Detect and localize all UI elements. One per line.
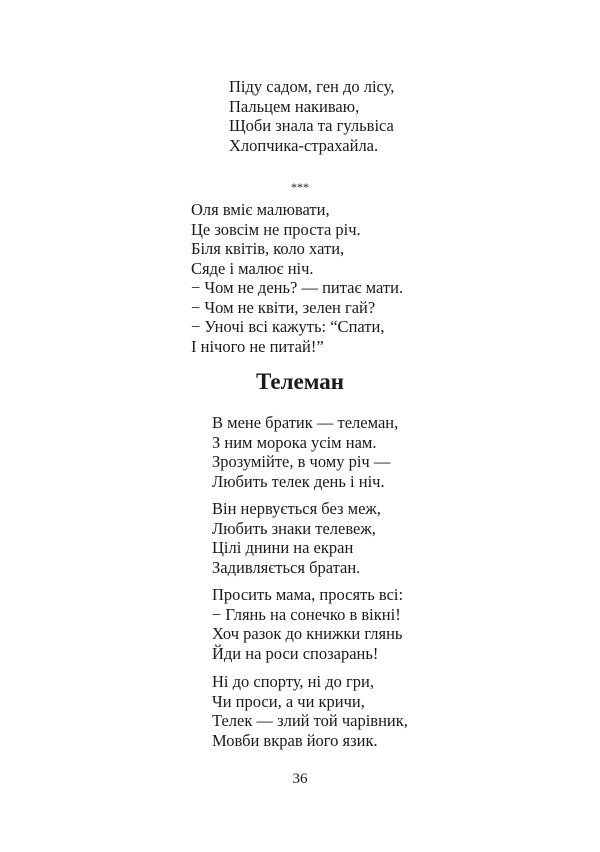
poem-line: Телек — злий той чарівник, — [212, 711, 408, 730]
page-number: 36 — [292, 771, 308, 787]
poem-line: Він нервується без меж, — [212, 499, 381, 518]
poem-line: Піду садом, ген до лісу, — [229, 77, 395, 96]
poem-line: Хоч разок до книжки глянь — [212, 624, 403, 643]
poem3-stanza-2 — [212, 499, 381, 577]
poem-title: Телеман — [255, 369, 345, 394]
poem-line: − Уночі всі кажуть: “Спати, — [191, 317, 385, 336]
poem-line: Йди на роси спозарань! — [212, 643, 379, 663]
poem-line: − Глянь на сонечко в вікні! — [212, 604, 401, 624]
poem3-stanza-4 — [212, 672, 408, 750]
poem1-stanza — [229, 77, 394, 155]
poem-line: Пальцем накиваю, — [229, 96, 360, 116]
poem-line: Чи проси, а чи кричи, — [212, 691, 365, 711]
poem-line: Зрозумійте, в чому річ — — [212, 452, 391, 471]
poem-separator: *** — [291, 180, 309, 194]
poem-line: З ним морока усім нам. — [212, 432, 377, 452]
poem-line: − Чом не квіти, зелен гай? — [191, 297, 376, 317]
poem-line: Щоби знала та гульвіса — [229, 116, 394, 135]
poem-line: Сяде і малює ніч. — [191, 258, 314, 278]
poem-line: В мене братик — телеман, — [212, 413, 399, 432]
poem3-stanza-3 — [212, 585, 403, 663]
poem-line: Ні до спорту, ні до гри, — [212, 672, 374, 691]
poem-line: Любить знаки телевеж, — [212, 518, 376, 538]
poem-line: Мовби вкрав його язик. — [212, 730, 378, 750]
poem-line: Любить телек день і ніч. — [212, 471, 385, 491]
poem-line: Це зовсім не проста річ. — [191, 219, 361, 239]
poem3-stanza-1 — [212, 413, 398, 491]
poem-line: І нічого не питай!” — [191, 336, 324, 356]
poem-line: Задивляється братан. — [212, 557, 361, 577]
poem-line: Просить мама, просять всі: — [212, 585, 404, 604]
poem-line: Цілі днини на екран — [212, 538, 354, 557]
poem-line: Хлопчика-страхайла. — [229, 135, 379, 155]
poem2-stanza — [191, 200, 403, 356]
poem-line: Біля квітів, коло хати, — [191, 239, 345, 258]
poem-line: Оля вміє малювати, — [191, 200, 330, 219]
poem-line: − Чом не день? — питає мати. — [191, 278, 404, 297]
